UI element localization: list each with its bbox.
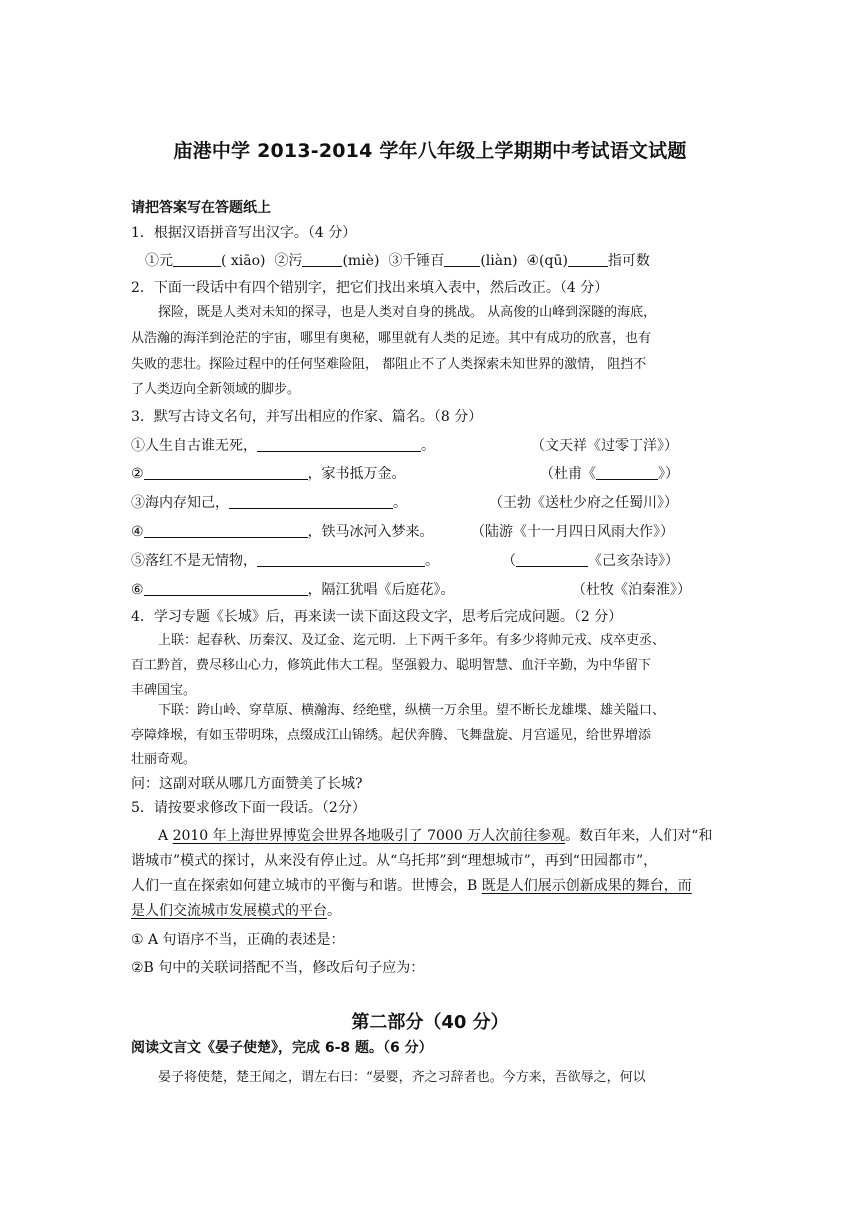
q1-stem: 1．根据汉语拼音写出汉字。（4 分）: [131, 225, 357, 241]
q3-source-2-a: （杜甫《: [540, 466, 596, 482]
q5-para-1-rest: 。数百年来，人们对“和: [565, 828, 713, 844]
q5-para-line-4: [131, 901, 341, 921]
q5-para-line-2: 谐城市”模式的探讨，从来没有停止过。从“乌托邦”到“理想城市”，再到“田园都市”，: [131, 853, 658, 869]
q3-item-3-post: 。: [393, 495, 407, 511]
q1-blank-1[interactable]: [173, 251, 221, 267]
q3-item-1-post: 。: [421, 438, 435, 454]
q3-source-1: （文天祥《过零丁洋》）: [531, 438, 678, 454]
q3-item-1: [131, 436, 435, 456]
q3-source-5-a: （: [502, 553, 516, 569]
q5-para-line-3: [131, 876, 692, 896]
q3-item-1-pre: ①人生自古谁无死，: [131, 438, 257, 454]
q3-item-5: [131, 551, 439, 571]
q4-line-1: 上联：起春秋、历秦汉、及辽金、迄元明．上下两千多年。有多少将帅元戎、戍卒吏丞、: [158, 633, 666, 648]
q3-item-3-pre: ③海内存知己，: [131, 495, 229, 511]
exam-title: 庙港中学 2013-2014 学年八年级上学期期中考试语文试题: [173, 140, 687, 162]
q3-blank-2-title[interactable]: [596, 464, 658, 480]
part2-heading: 第二部分（40 分）: [351, 1012, 509, 1033]
q3-item-5-pre: ⑤落红不是无情物，: [131, 553, 257, 569]
q4-line-4: 下联：跨山岭、穿草原、横瀚海、经绝壁，纵横一万余里。望不断长龙雄堞、雄关隘口、: [158, 703, 666, 718]
q3-source-5: [502, 551, 679, 571]
q1-item-3-prefix: ③千锤百: [388, 253, 445, 269]
q3-item-3: [131, 493, 407, 513]
q3-blank-5[interactable]: [257, 551, 425, 567]
q1-item-2-prefix: ②污: [274, 253, 303, 269]
q2-line-1: 探险，既是人类对未知的探寻，也是人类对自身的挑战。 从高俊的山峰到深隧的海底，: [158, 305, 657, 320]
q5-para-line-1: [158, 826, 712, 846]
q1-item-4-prefix: ④(qū): [526, 253, 568, 269]
q5-sub-2: ②B 句中的关联词搭配不当，修改后句子应为：: [131, 960, 425, 976]
q4-line-3: 丰碑国宝。: [131, 683, 197, 698]
q3-source-6: （杜牧《泊秦淮》）: [572, 582, 691, 598]
q3-source-5-b: 《己亥杂诗》）: [588, 553, 679, 569]
q3-item-4: [131, 522, 434, 542]
q3-item-6-post: ，隔江犹唱《后庭花》。: [307, 582, 455, 598]
q5-para-3-start: 人们一直在探索如何建立城市的平衡与和谐。世博会，B: [131, 878, 482, 894]
q3-item-4-pre: ④: [131, 524, 144, 540]
q3-source-4: （陆游《十一月四日风雨大作》）: [471, 524, 674, 540]
part2-reading-prompt: 阅读文言文《晏子使楚》，完成 6-8 题。（6 分）: [131, 1040, 433, 1056]
q5-stem: 5．请按要求修改下面一段话。（2分）: [131, 800, 366, 816]
q3-source-2: [540, 464, 679, 484]
q3-item-5-post: 。: [425, 553, 439, 569]
q5-sentence-b-part-2: 是人们交流城市发展模式的平台: [131, 903, 327, 919]
q3-blank-3[interactable]: [229, 493, 393, 509]
q1-item-2-pinyin: (miè): [342, 253, 380, 269]
q5-sub-1: ① A 句语序不当，正确的表述是：: [131, 932, 345, 948]
q1-items: [145, 251, 650, 271]
q2-stem: 2．下面一段话中有四个错别字，把它们找出来填入表中，然后改正。（4 分）: [131, 280, 609, 296]
q3-item-2-post: ，家书抵万金。: [307, 466, 406, 482]
q1-blank-4[interactable]: [568, 251, 608, 267]
q3-item-4-post: ，铁马冰河入梦来。: [307, 524, 434, 540]
q4-line-5: 亭障烽堠，有如玉带明珠，点缀成江山锦绣。起伏奔腾、飞舞盘旋、月宫遥见，给世界增添: [131, 728, 652, 743]
q3-item-2: [131, 464, 406, 484]
q3-stem: 3．默写古诗文名句，并写出相应的作家、篇名。（8 分）: [131, 409, 483, 425]
q2-line-3: 失败的悲壮。探险过程中的任何坚难险阻， 都阻止不了人类探索未知世界的激情， 阻挡不: [131, 357, 647, 372]
q4-line-6: 壮丽奇观。: [131, 752, 197, 767]
q3-item-6-pre: ⑥: [131, 582, 144, 598]
q4-question: 问：这副对联从哪几方面赞美了长城?: [131, 776, 363, 792]
q5-sentence-b-part-1: 既是人们展示创新成果的舞台，而: [481, 878, 692, 894]
q1-blank-2[interactable]: [302, 251, 342, 267]
q1-item-3-pinyin: (liàn): [480, 253, 518, 269]
q4-stem: 4．学习专题《长城》后，再来读一读下面这段文字，思考后完成问题。（2 分）: [131, 609, 623, 625]
q3-blank-6[interactable]: [144, 580, 308, 596]
q3-blank-1[interactable]: [257, 436, 421, 452]
part2-text-line-1: 晏子将使楚，楚王闻之，谓左右曰：“晏婴，齐之习辞者也。今方来，吾欲辱之，何以: [158, 1070, 646, 1085]
instruction: 请把答案写在答题纸上: [131, 200, 271, 216]
q1-item-1-prefix: ①元: [145, 253, 173, 269]
q5-para-4-end: 。: [327, 903, 341, 919]
q1-item-1-pinyin: ( xiāo): [221, 253, 266, 269]
q4-line-2: 百工黔首，费尽移山心力，修筑此伟大工程。坚强毅力、聪明智慧、血汗辛勤，为中华留下: [131, 658, 652, 673]
q3-blank-4[interactable]: [144, 522, 308, 538]
q3-item-2-pre: ②: [131, 466, 144, 482]
q3-item-6: [131, 580, 455, 600]
q5-label-a: A: [158, 828, 173, 844]
q2-line-4: 了人类迈向全新领域的脚步。: [131, 382, 301, 397]
q1-blank-3[interactable]: [444, 251, 480, 267]
q3-source-3: （王勃《送杜少府之任蜀川》）: [489, 495, 678, 511]
q5-sentence-a: 2010 年上海世界博览会世界各地吸引了 7000 万人次前往参观: [172, 828, 566, 844]
q3-blank-2[interactable]: [144, 464, 308, 480]
q1-item-4-suffix: 指可数: [607, 253, 650, 269]
q3-blank-5-author[interactable]: [516, 551, 588, 567]
q3-source-2-b: 》）: [658, 466, 679, 482]
q2-line-2: 从浩瀚的海洋到沧茫的宇宙，哪里有奥秘，哪里就有人类的足迹。其中有成功的欣喜，也有: [131, 331, 652, 346]
